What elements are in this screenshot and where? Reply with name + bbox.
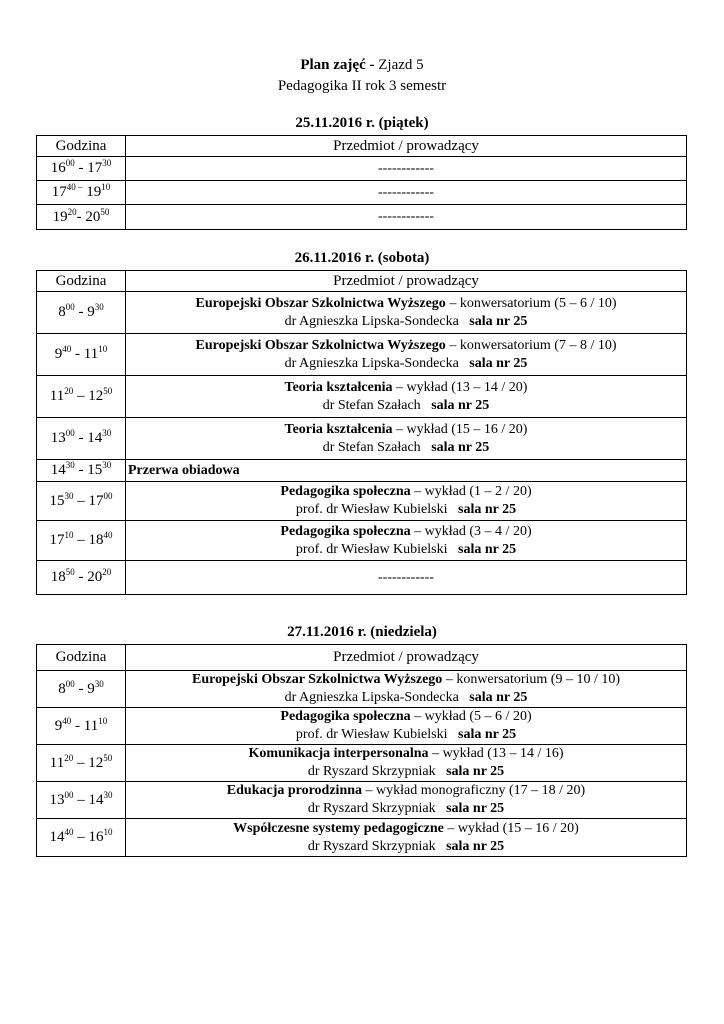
subject-name: Europejski Obszar Szkolnictwa Wyższego	[195, 337, 446, 353]
time-cell: $15^{30} - 17^{00}$	[37, 482, 126, 521]
class-type: – wykład (3 – 4 / 20)	[410, 523, 532, 539]
room: sala nr 25	[458, 502, 517, 517]
teacher-name: dr Agnieszka Lipska-Sondecka	[284, 355, 459, 371]
class-cell	[126, 521, 687, 561]
table-header-row	[37, 645, 687, 671]
time-cell: $19^{20}-$ $20^{50}$	[37, 205, 126, 230]
class-cell	[126, 671, 687, 708]
table-header-row	[37, 271, 687, 292]
teacher-name: dr Stefan Szałach	[322, 397, 421, 413]
table-row	[37, 157, 687, 181]
table-row	[37, 671, 687, 708]
class-type: – konwersatorium (9 – 10 / 10)	[442, 672, 621, 687]
class-cell	[126, 745, 687, 782]
subject-name: Pedagogika społeczna	[280, 709, 411, 724]
time-cell: $11^{20} - 12^{50}$	[37, 376, 126, 418]
time-cell: $13^{00} - 14^{30}$	[37, 782, 126, 819]
time-cell: $11^{20} - 12^{50}$	[37, 745, 126, 782]
lunch-break: Przerwa obiadowa	[126, 460, 687, 482]
time-cell: $17^{40 -}$ $19^{10}$	[37, 181, 126, 205]
document-title	[0, 55, 724, 75]
time-cell: $14^{40} - 16^{10}$	[37, 819, 126, 857]
table-row	[37, 482, 687, 521]
time-cell: $9^{40} - 11^{10}$	[37, 334, 126, 376]
class-cell	[126, 376, 687, 418]
teacher-name: dr Ryszard Skrzypniak	[307, 801, 436, 816]
time-cell: $8^{00} - 9^{30}$	[37, 671, 126, 708]
subject-name: Teoria kształcenia	[284, 421, 393, 437]
time-cell: $17^{10} - 18^{40}$	[37, 521, 126, 561]
table-row	[37, 819, 687, 857]
class-cell	[126, 482, 687, 521]
class-type: – wykład (13 – 14 / 20)	[392, 379, 528, 395]
table-row	[37, 334, 687, 376]
teacher-name: prof. dr Wiesław Kubielski	[295, 541, 448, 557]
teacher-name: dr Agnieszka Lipska-Sondecka	[284, 313, 459, 329]
class-type: – konwersatorium (7 – 8 / 10)	[445, 337, 617, 353]
subject-name: Europejski Obszar Szkolnictwa Wyższego	[191, 672, 443, 687]
room: sala nr 25	[458, 727, 517, 742]
title-bold: Plan zajęć -	[300, 57, 375, 73]
table-row	[37, 708, 687, 745]
class-cell	[126, 708, 687, 745]
table-row	[37, 782, 687, 819]
empty-slot: ------------	[126, 181, 687, 205]
column-header-time: Godzina	[37, 271, 126, 292]
room: sala nr 25	[469, 313, 528, 329]
room: sala nr 25	[446, 801, 505, 816]
room: sala nr 25	[446, 838, 505, 854]
table-row	[37, 745, 687, 782]
empty-slot: ------------	[126, 205, 687, 230]
empty-slot: ------------	[126, 561, 687, 595]
class-type: – wykład (13 – 14 / 16)	[428, 746, 564, 761]
day-heading-sunday: 27.11.2016 r. (niedziela)	[287, 624, 437, 640]
subject-name: Edukacja prorodzinna	[226, 783, 363, 798]
time-cell: $18^{50} - 20^{20}$	[37, 561, 126, 595]
teacher-name: dr Ryszard Skrzypniak	[307, 764, 436, 779]
class-cell	[126, 782, 687, 819]
day-heading-friday: 25.11.2016 r. (piątek)	[295, 115, 429, 131]
class-type: – wykład (5 – 6 / 20)	[410, 709, 532, 724]
class-type: – konwersatorium (5 – 6 / 10)	[445, 295, 617, 311]
column-header-time: Godzina	[37, 136, 126, 157]
empty-slot: ------------	[126, 157, 687, 181]
schedule-table-friday	[36, 135, 687, 230]
table-header-row	[37, 136, 687, 157]
schedule-table-sunday	[36, 644, 687, 857]
class-cell	[126, 334, 687, 376]
teacher-name: prof. dr Wiesław Kubielski	[295, 727, 448, 742]
subject-name: Współczesne systemy pedagogiczne	[233, 820, 444, 836]
teacher-name: dr Stefan Szałach	[322, 439, 421, 455]
time-cell: $9^{40} - 11^{10}$	[37, 708, 126, 745]
table-row	[37, 376, 687, 418]
table-row	[37, 205, 687, 230]
table-row	[37, 561, 687, 595]
teacher-name: dr Agnieszka Lipska-Sondecka	[284, 690, 459, 705]
subject-name: Komunikacja interpersonalna	[248, 746, 429, 761]
column-header-time: Godzina	[37, 645, 126, 671]
room: sala nr 25	[431, 397, 490, 413]
time-cell: $16^{00} - 17^{30}$	[37, 157, 126, 181]
table-row	[37, 418, 687, 460]
room: sala nr 25	[469, 355, 528, 371]
table-row	[37, 521, 687, 561]
room: sala nr 25	[458, 541, 517, 557]
day-heading-saturday: 26.11.2016 r. (sobota)	[294, 250, 430, 266]
subject-name: Teoria kształcenia	[284, 379, 393, 395]
table-row	[37, 292, 687, 334]
room: sala nr 25	[446, 764, 505, 779]
subject-name: Europejski Obszar Szkolnictwa Wyższego	[195, 295, 446, 311]
time-cell: $14^{30} - 15^{30}$	[37, 460, 126, 482]
room: sala nr 25	[431, 439, 490, 455]
schedule-table-saturday	[36, 270, 687, 595]
teacher-name: dr Ryszard Skrzypniak	[307, 838, 436, 854]
time-cell: $8^{00} - 9^{30}$	[37, 292, 126, 334]
column-header-subject: Przedmiot / prowadzący	[126, 271, 687, 292]
subject-name: Pedagogika społeczna	[280, 484, 411, 499]
title-rest: Zjazd 5	[374, 57, 424, 73]
class-type: – wykład monograficzny (17 – 18 / 20)	[362, 783, 586, 798]
table-row	[37, 460, 687, 482]
room: sala nr 25	[469, 690, 528, 705]
class-cell	[126, 819, 687, 857]
class-cell	[126, 418, 687, 460]
class-cell	[126, 292, 687, 334]
document-subtitle: Pedagogika II rok 3 semestr	[277, 78, 447, 94]
class-type: – wykład (15 – 16 / 20)	[443, 820, 579, 836]
class-type: – wykład (15 – 16 / 20)	[392, 421, 528, 437]
column-header-subject: Przedmiot / prowadzący	[126, 645, 687, 671]
table-row	[37, 181, 687, 205]
subject-name: Pedagogika społeczna	[280, 523, 411, 539]
column-header-subject: Przedmiot / prowadzący	[126, 136, 687, 157]
time-cell: $13^{00} - 14^{30}$	[37, 418, 126, 460]
teacher-name: prof. dr Wiesław Kubielski	[295, 502, 448, 517]
class-type: – wykład (1 – 2 / 20)	[410, 484, 532, 499]
